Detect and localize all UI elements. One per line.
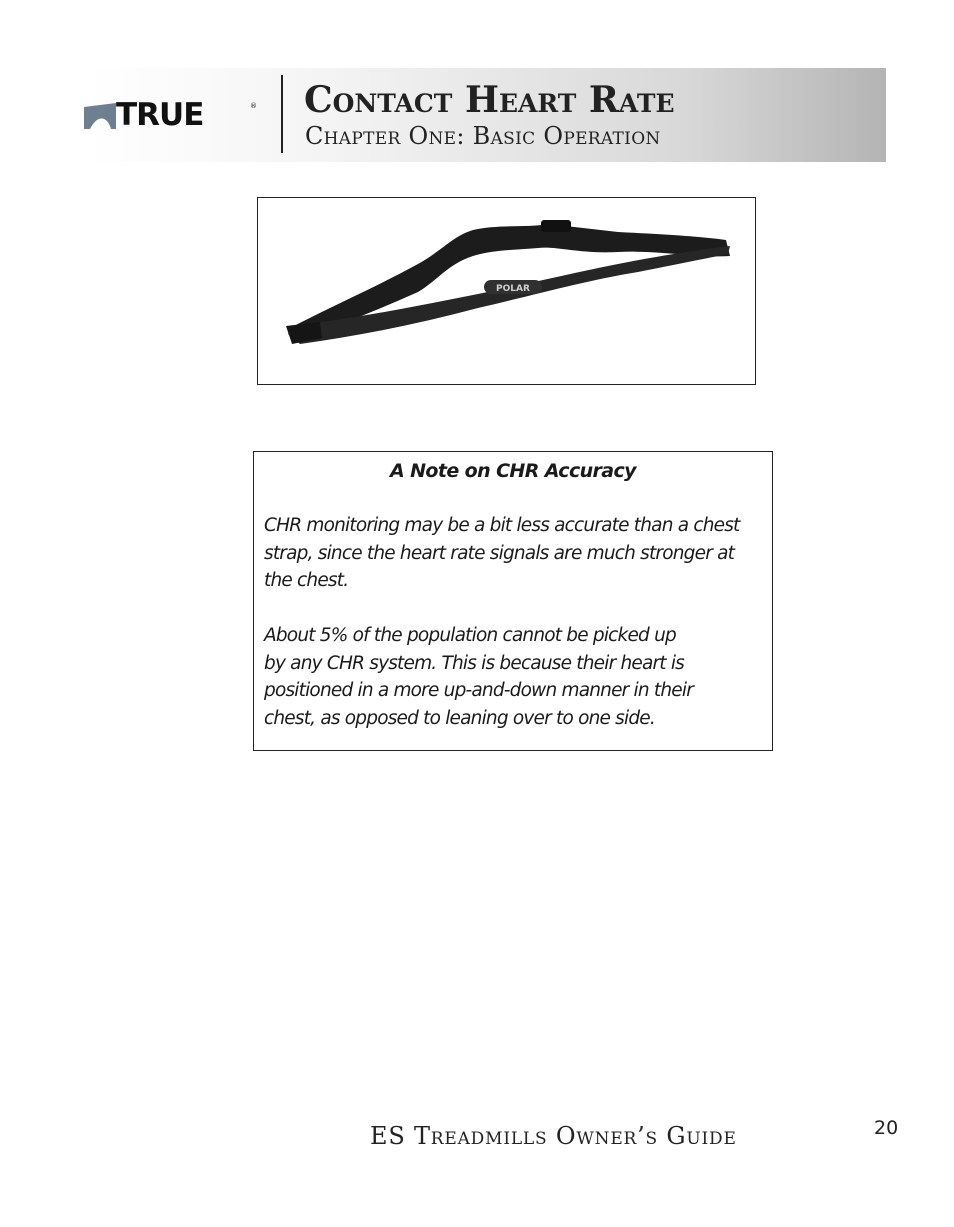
note-line: About 5% of the population cannot be picked up [264, 625, 676, 646]
note-line: positioned in a more up-and-down manner in their [264, 680, 694, 702]
note-title: A Note on CHR Accuracy [390, 460, 636, 482]
strap-brand-label: POLAR [496, 284, 530, 294]
chest-strap-figure [257, 197, 756, 385]
logo-registered-mark: ® [250, 102, 257, 110]
chest-strap-icon [258, 198, 755, 384]
note-line: by any CHR system. This is because their heart is [264, 652, 685, 674]
header-divider [281, 75, 283, 153]
chapter-subtitle: Chapter One: Basic Operation [305, 122, 661, 150]
true-logo [84, 97, 257, 133]
note-line: the chest. [264, 570, 349, 592]
note-paragraph-1 [264, 512, 766, 595]
true-logo-mark-icon [84, 103, 116, 129]
page-title: Contact Heart Rate [304, 79, 675, 121]
accuracy-note-box [253, 451, 773, 751]
note-paragraph-2 [264, 622, 766, 732]
note-line: chest, as opposed to leaning over to one side. [264, 707, 655, 729]
page-number: 20 [874, 1117, 899, 1139]
footer-guide-title: ES Treadmills Owner’s Guide [370, 1122, 737, 1150]
logo-wordmark: TRUE [116, 97, 204, 133]
note-line: strap, since the heart rate signals are much stronger at [264, 542, 735, 564]
note-line: CHR monitoring may be a bit less accurate than a chest [264, 515, 740, 536]
